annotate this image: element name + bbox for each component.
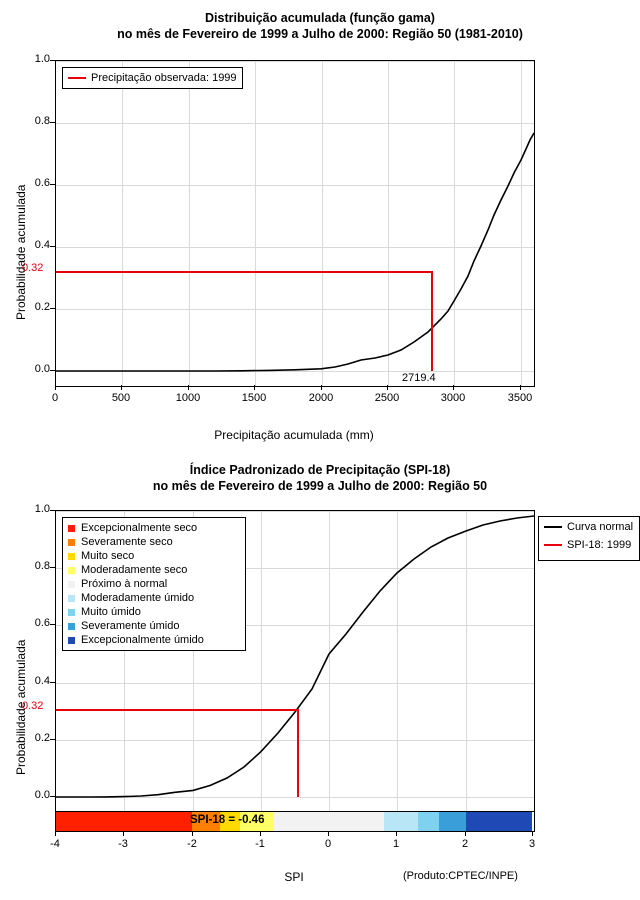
x-tick-label: 500 bbox=[111, 392, 131, 404]
x-tick-label: 2000 bbox=[308, 392, 334, 404]
bottom-plot-area bbox=[55, 510, 535, 812]
category-swatch-icon bbox=[68, 539, 75, 546]
x-tick-label: -2 bbox=[187, 838, 197, 850]
bottom-x-axis-label: SPI bbox=[284, 870, 304, 884]
category-swatch-icon bbox=[68, 623, 75, 630]
x-tick-label: 1500 bbox=[241, 392, 267, 404]
top-chart-title-line2: no mês de Fevereiro de 1999 a Julho de 2000: Região 50 (1981-2010) bbox=[117, 27, 523, 41]
legend-row bbox=[68, 605, 240, 619]
x-tickmark bbox=[520, 385, 521, 390]
y-tickmark bbox=[50, 739, 55, 740]
x-tick-label: 3000 bbox=[440, 392, 466, 404]
legend-row bbox=[68, 591, 240, 605]
legend-row bbox=[68, 521, 240, 535]
x-tickmark bbox=[123, 831, 124, 836]
y-tick-label: 1.0 bbox=[34, 53, 50, 65]
legend-label: Severamente úmido bbox=[81, 620, 180, 632]
x-tickmark bbox=[465, 831, 466, 836]
x-tick-label: -4 bbox=[50, 838, 60, 850]
spi-band-moderadamente-umido bbox=[384, 812, 418, 831]
x-tickmark bbox=[254, 385, 255, 390]
legend-label: Severamente seco bbox=[81, 536, 173, 548]
legend-row bbox=[68, 563, 240, 577]
y-tick-label: 0.0 bbox=[34, 363, 50, 375]
y-tickmark bbox=[50, 567, 55, 568]
spi-value-annotation: SPI-18 = -0.46 bbox=[190, 814, 265, 826]
x-tickmark bbox=[387, 385, 388, 390]
x-tick-label: -1 bbox=[255, 838, 265, 850]
x-tickmark bbox=[532, 831, 533, 836]
y-tickmark bbox=[50, 60, 55, 61]
spi-band-severamente-umido bbox=[439, 812, 466, 831]
legend-row bbox=[68, 619, 240, 633]
x-tick-label: -3 bbox=[118, 838, 128, 850]
x-tickmark bbox=[396, 831, 397, 836]
legend-label: Moderadamente úmido bbox=[81, 592, 195, 604]
produto-credit: (Produto:CPTEC/INPE) bbox=[403, 870, 518, 882]
category-swatch-icon bbox=[68, 553, 75, 560]
bottom-marker-y-label: 0.32 bbox=[22, 700, 44, 712]
y-tick-label: 0.4 bbox=[34, 239, 50, 251]
bottom-chart-title-line2: no mês de Fevereiro de 1999 a Julho de 2000: Região 50 bbox=[152, 479, 488, 493]
legend-label: Curva normal bbox=[567, 520, 634, 533]
legend-label: SPI-18: 1999 bbox=[567, 539, 632, 551]
top-chart-title bbox=[0, 10, 640, 42]
top-cdf-curve bbox=[56, 61, 534, 386]
x-tickmark bbox=[121, 385, 122, 390]
spi-category-legend bbox=[62, 517, 246, 651]
category-swatch-icon bbox=[68, 581, 75, 588]
legend-label: Próximo à normal bbox=[81, 578, 168, 590]
top-marker-y-label: 0.32 bbox=[22, 262, 44, 274]
bottom-chart-title-line1: Índice Padronizado de Precipitação (SPI-18) bbox=[189, 463, 451, 477]
x-tick-label: 1000 bbox=[175, 392, 201, 404]
x-tickmark bbox=[192, 831, 193, 836]
legend-row bbox=[68, 633, 240, 647]
bottom-y-axis-label: Probabilidade acumulada bbox=[14, 639, 28, 775]
spi-vertical-line bbox=[297, 709, 299, 797]
spi-panel bbox=[0, 450, 640, 900]
y-tickmark bbox=[50, 510, 55, 511]
x-tickmark bbox=[328, 831, 329, 836]
x-tickmark bbox=[453, 385, 454, 390]
line-swatch-icon bbox=[544, 526, 562, 528]
observed-horizontal-line bbox=[56, 271, 432, 273]
spi-band-proximo-a-normal bbox=[274, 812, 384, 831]
legend-label: Muito úmido bbox=[81, 606, 141, 618]
y-tick-label: 1.0 bbox=[34, 503, 50, 515]
y-tickmark bbox=[50, 370, 55, 371]
x-tickmark bbox=[321, 385, 322, 390]
y-tick-label: 0.8 bbox=[34, 115, 50, 127]
legend-label: Excepcionalmente úmido bbox=[81, 634, 204, 646]
bottom-chart-title bbox=[0, 462, 640, 494]
y-tickmark bbox=[50, 308, 55, 309]
x-tickmark bbox=[260, 831, 261, 836]
spi-band-muito-umido bbox=[418, 812, 439, 831]
y-tickmark bbox=[50, 796, 55, 797]
y-tick-label: 0.6 bbox=[34, 177, 50, 189]
x-tick-label: 3 bbox=[528, 838, 536, 850]
x-tickmark bbox=[55, 385, 56, 390]
legend-label: Precipitação observada: 1999 bbox=[91, 72, 237, 84]
top-legend bbox=[62, 67, 243, 89]
y-tick-label: 0.6 bbox=[34, 617, 50, 629]
x-tick-label: 1 bbox=[392, 838, 400, 850]
x-tick-label: 0 bbox=[324, 838, 332, 850]
x-tick-label: 3500 bbox=[507, 392, 533, 404]
top-marker-x-label: 2719.4 bbox=[402, 372, 436, 384]
category-swatch-icon bbox=[68, 609, 75, 616]
spi-horizontal-line bbox=[56, 709, 299, 711]
y-tickmark bbox=[50, 184, 55, 185]
x-tick-label: 0 bbox=[51, 392, 59, 404]
legend-label: Excepcionalmente seco bbox=[81, 522, 198, 534]
y-tick-label: 0.2 bbox=[34, 301, 50, 313]
y-tickmark bbox=[50, 246, 55, 247]
y-tick-label: 0.4 bbox=[34, 675, 50, 687]
y-tickmark bbox=[50, 122, 55, 123]
y-tick-label: 0.2 bbox=[34, 732, 50, 744]
top-chart-title-line1: Distribuição acumulada (função gama) bbox=[205, 11, 435, 25]
line-swatch-icon bbox=[544, 544, 562, 546]
observed-vertical-line bbox=[431, 271, 433, 371]
line-swatch-icon bbox=[68, 77, 86, 79]
spi-category-colorbar bbox=[55, 811, 535, 832]
x-tickmark bbox=[188, 385, 189, 390]
top-y-axis-label: Probabilidade acumulada bbox=[14, 184, 28, 320]
x-tickmark bbox=[55, 831, 56, 836]
y-tick-label: 0.8 bbox=[34, 560, 50, 572]
category-swatch-icon bbox=[68, 595, 75, 602]
legend-row bbox=[68, 71, 237, 85]
bottom-curve-legend bbox=[538, 516, 640, 561]
y-tick-label: 0.0 bbox=[34, 789, 50, 801]
category-swatch-icon bbox=[68, 637, 75, 644]
category-swatch-icon bbox=[68, 567, 75, 574]
top-x-axis-label: Precipitação acumulada (mm) bbox=[214, 428, 374, 442]
legend-row bbox=[544, 520, 634, 533]
y-tickmark bbox=[50, 624, 55, 625]
x-tick-label: 2500 bbox=[374, 392, 400, 404]
spi-band-excepcionalmente-umido bbox=[466, 812, 532, 831]
legend-label: Muito seco bbox=[81, 550, 135, 562]
legend-row bbox=[68, 535, 240, 549]
category-swatch-icon bbox=[68, 525, 75, 532]
legend-label: Moderadamente seco bbox=[81, 564, 188, 576]
spi-band-excepcionalmente-seco bbox=[56, 812, 192, 831]
y-tickmark bbox=[50, 682, 55, 683]
legend-row bbox=[68, 549, 240, 563]
legend-row bbox=[544, 533, 634, 557]
x-tick-label: 2 bbox=[461, 838, 469, 850]
legend-row bbox=[68, 577, 240, 591]
top-plot-area bbox=[55, 60, 535, 387]
